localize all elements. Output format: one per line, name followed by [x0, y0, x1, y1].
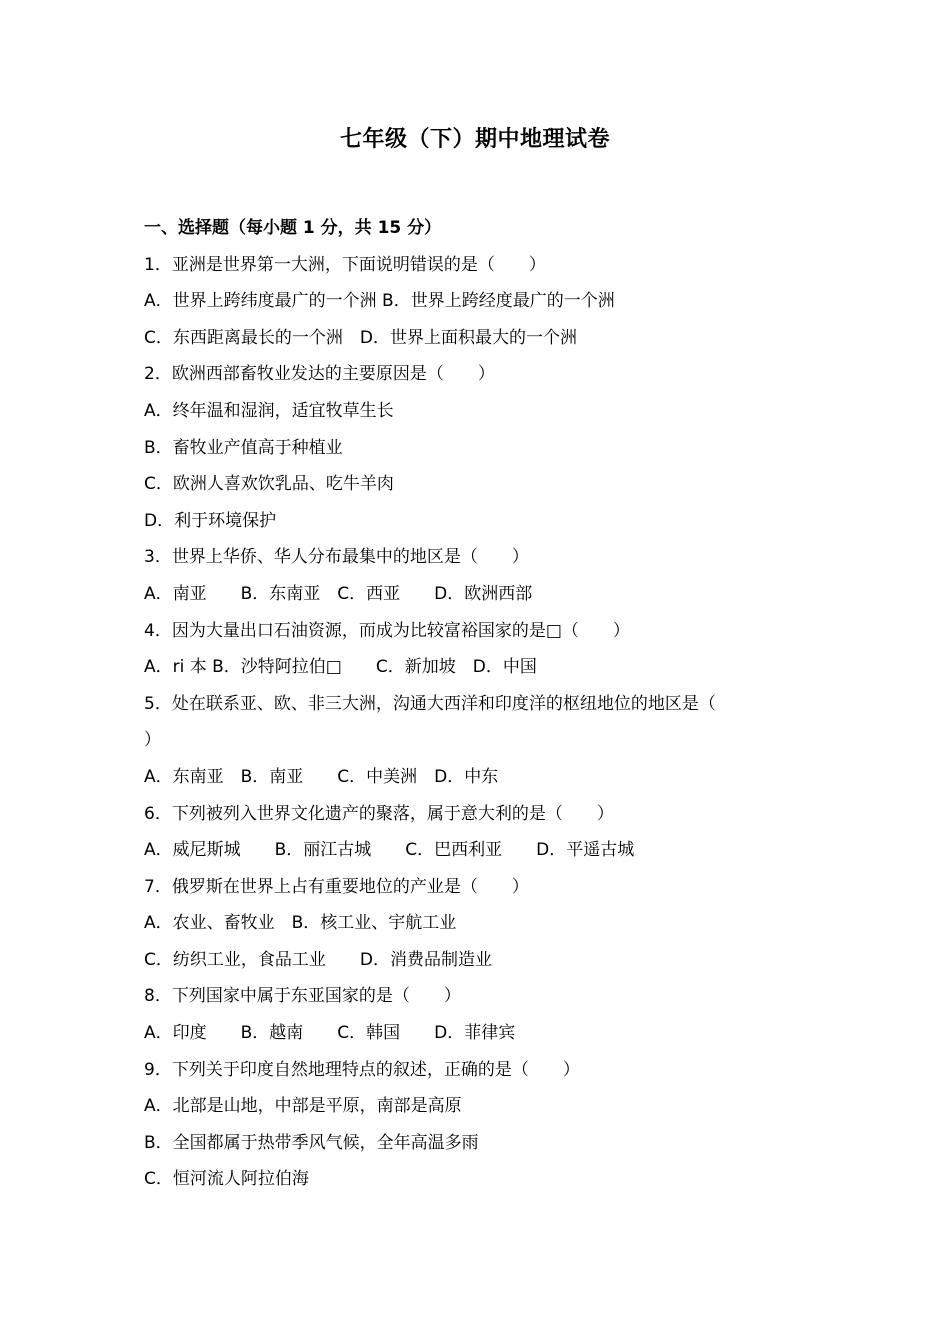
- question-1-stem: 1．亚洲是世界第一大洲，下面说明错误的是（ ）: [144, 254, 546, 275]
- question-9-stem: 9．下列关于印度自然地理特点的叙述，正确的是（ ）: [144, 1059, 580, 1080]
- question-6-stem: 6．下列被列入世界文化遗产的聚落，属于意大利的是（ ）: [144, 803, 614, 824]
- question-4-options: A．ri 本 B．沙特阿拉伯□ C．新加坡 D．中国: [144, 657, 537, 678]
- question-7-options-ab: A．农业、畜牧业 B．核工业、宇航工业: [144, 913, 457, 934]
- question-8-options: A．印度 B．越南 C．韩国 D．菲律宾: [144, 1023, 516, 1044]
- question-3-stem: 3．世界上华侨、华人分布最集中的地区是（ ）: [144, 547, 529, 568]
- question-9-option-b: B．全国都属于热带季风气候，全年高温多雨: [144, 1132, 479, 1153]
- question-1-options-cd: C．东西距离最长的一个洲 D．世界上面积最大的一个洲: [144, 327, 577, 348]
- question-6-options: A．威尼斯城 B．丽江古城 C．巴西利亚 D．平遥古城: [144, 840, 635, 861]
- question-2-option-a: A．终年温和湿润，适宜牧草生长: [144, 400, 394, 421]
- question-9-option-c: C．恒河流人阿拉伯海: [144, 1169, 309, 1190]
- question-3-options: A．南亚 B．东南亚 C．西亚 D．欧洲西部: [144, 583, 533, 604]
- question-2-stem: 2．欧洲西部畜牧业发达的主要原因是（ ）: [144, 364, 495, 385]
- question-2-option-c: C．欧洲人喜欢饮乳品、吃牛羊肉: [144, 474, 394, 495]
- question-4-stem: 4．因为大量出口石油资源，而成为比较富裕国家的是□（ ）: [144, 620, 630, 641]
- question-2-option-d: D．利于环境保护: [144, 510, 277, 531]
- question-section: [144, 210, 814, 1198]
- question-9-option-a: A．北部是山地，中部是平原，南部是高原: [144, 1096, 462, 1117]
- question-7-stem: 7．俄罗斯在世界上占有重要地位的产业是（ ）: [144, 876, 529, 897]
- document-title: 七年级（下）期中地理试卷: [339, 127, 610, 152]
- question-1-options-ab: A．世界上跨纬度最广的一个洲 B．世界上跨经度最广的一个洲: [144, 291, 615, 312]
- section-heading: 一、选择题（每小题 1 分，共 15 分）: [144, 218, 442, 238]
- question-5-options: A．东南亚 B．南亚 C．中美洲 D．中东: [144, 766, 499, 787]
- question-8-stem: 8．下列国家中属于东亚国家的是（ ）: [144, 986, 461, 1007]
- question-5-stem-continued: ）: [144, 730, 161, 751]
- question-7-options-cd: C．纺织工业，食品工业 D．消费品制造业: [144, 949, 492, 970]
- question-5-stem: 5．处在联系亚、欧、非三大洲，沟通大西洋和印度洋的枢纽地位的地区是（: [144, 693, 716, 714]
- question-2-option-b: B．畜牧业产值高于种植业: [144, 437, 343, 458]
